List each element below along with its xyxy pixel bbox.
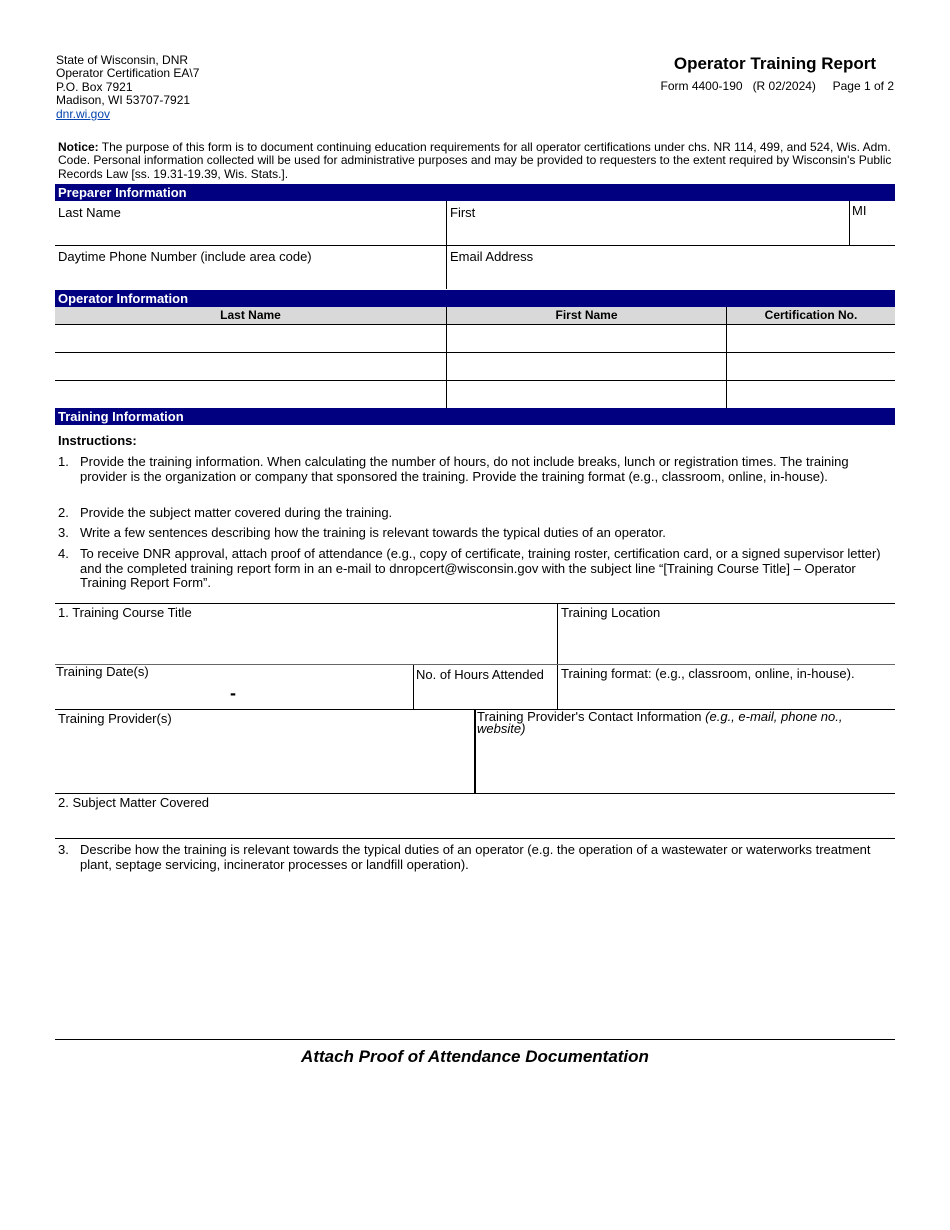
notice-label: Notice: [58, 140, 99, 154]
instruction-item [58, 506, 892, 521]
agency-line: P.O. Box 7921 [56, 79, 133, 94]
training-dates-field[interactable]: Training Date(s) [56, 664, 149, 679]
instruction-number: 1. [58, 454, 69, 469]
divider [849, 201, 850, 246]
form-number-line [661, 79, 895, 93]
form-number: Form 4400-190 [660, 79, 743, 93]
instruction-number: 3. [58, 525, 69, 540]
divider [726, 307, 727, 408]
attach-proof-footer: Attach Proof of Attendance Documentation [301, 1047, 649, 1066]
training-course-title-field[interactable]: 1. Training Course Title [58, 605, 192, 620]
agency-line: Operator Certification EA\7 [56, 66, 200, 81]
training-provider-field[interactable]: Training Provider(s) [58, 711, 172, 726]
instruction-item [58, 455, 892, 484]
form-title: Operator Training Report [673, 54, 876, 73]
privacy-notice [58, 141, 894, 181]
preparer-section-header: Preparer Information [55, 184, 895, 201]
divider [55, 603, 895, 604]
preparer-phone-field[interactable]: Daytime Phone Number (include area code) [58, 249, 312, 264]
operator-row-3-first-name-input[interactable] [448, 381, 725, 407]
describe-number: 3. [58, 842, 69, 857]
operator-row-2-last-name-input[interactable] [56, 353, 445, 379]
instruction-text: Provide the subject matter covered during the training. [80, 505, 393, 520]
page-indicator: Page 1 of 2 [832, 79, 894, 93]
form-revision: (R 02/2024) [752, 79, 816, 93]
divider [55, 245, 895, 246]
divider [474, 710, 476, 793]
preparer-email-field[interactable]: Email Address [450, 249, 534, 264]
provider-contact-hint: (e.g., e-mail, phone no., website) [477, 709, 843, 736]
operator-section-header: Operator Information [55, 290, 895, 307]
agency-website-link[interactable]: dnr.wi.gov [56, 106, 111, 121]
operator-row-1-cert-input[interactable] [728, 325, 894, 351]
operator-col-first-name: First Name [555, 308, 618, 322]
preparer-first-name-field[interactable]: First [450, 205, 476, 220]
training-format-field[interactable]: Training format: (e.g., classroom, online, in-house). [561, 666, 855, 681]
subject-matter-field[interactable] [58, 795, 209, 810]
divider [55, 664, 895, 665]
subject-number: 2. [58, 795, 69, 810]
instruction-text: Write a few sentences describing how the training is relevant towards the typical duties of an operator. [80, 525, 666, 540]
agency-address [56, 54, 199, 121]
date-range-dash: - [230, 683, 236, 703]
instructions-title: Instructions: [58, 433, 137, 448]
operator-row-3-last-name-input[interactable] [56, 381, 445, 407]
divider [55, 838, 895, 839]
divider [55, 793, 895, 794]
relevance-description-field[interactable] [58, 843, 892, 872]
operator-col-cert-no: Certification No. [764, 308, 858, 322]
operator-row-2-cert-input[interactable] [728, 353, 894, 379]
instruction-item [58, 547, 892, 591]
preparer-mi-field[interactable]: MI [852, 203, 867, 218]
operator-row-3-cert-input[interactable] [728, 381, 894, 407]
operator-col-last-name: Last Name [220, 308, 281, 322]
divider [446, 307, 447, 408]
provider-contact-label: Training Provider's Contact Information [477, 709, 702, 724]
training-section-header: Training Information [55, 408, 895, 425]
instruction-item [58, 526, 892, 541]
agency-line: Madison, WI 53707-7921 [56, 93, 191, 108]
describe-label: Describe how the training is relevant towards the typical duties of an operator (e.g. the operation of a wastewater or waterworks treatment plant, septage servicing, incinerator processes or landfill operation). [80, 842, 871, 872]
notice-text: The purpose of this form is to document continuing education requirements for all operator certifications under chs. NR 114, 499, and 524, Wis. Adm. Code. Personal information collected will be used for administrative purposes and may be provided to requesters to the extent required by Wisconsin's Public Records Law [ss. 19.31-19.39, Wis. Stats.]. [58, 140, 892, 181]
operator-row-1-last-name-input[interactable] [56, 325, 445, 351]
hours-attended-field[interactable]: No. of Hours Attended [416, 667, 544, 682]
subject-label: Subject Matter Covered [72, 795, 210, 810]
instruction-text: Provide the training information. When calculating the number of hours, do not include breaks, lunch or registration times. The training provider is the organization or company that sponsored the training. Provide the training format (e.g., classroom, online, in-house). [80, 454, 849, 484]
divider [413, 665, 414, 710]
operator-row-1-first-name-input[interactable] [448, 325, 725, 351]
preparer-last-name-field[interactable]: Last Name [58, 205, 121, 220]
agency-line: State of Wisconsin, DNR [56, 53, 189, 67]
operator-row-2-first-name-input[interactable] [448, 353, 725, 379]
instruction-text: To receive DNR approval, attach proof of attendance (e.g., copy of certificate, training roster, certification card, or a signed supervisor letter) and the completed training report form in an e-mail to dnropcert@wisconsin.gov with the subject line “[Training Course Title] – Operator Training Report Form”. [80, 546, 881, 590]
instruction-number: 2. [58, 505, 69, 520]
training-location-field[interactable]: Training Location [561, 605, 661, 620]
instruction-number: 4. [58, 546, 69, 561]
divider [557, 603, 558, 710]
provider-contact-field[interactable] [477, 711, 887, 735]
divider [55, 1039, 895, 1040]
